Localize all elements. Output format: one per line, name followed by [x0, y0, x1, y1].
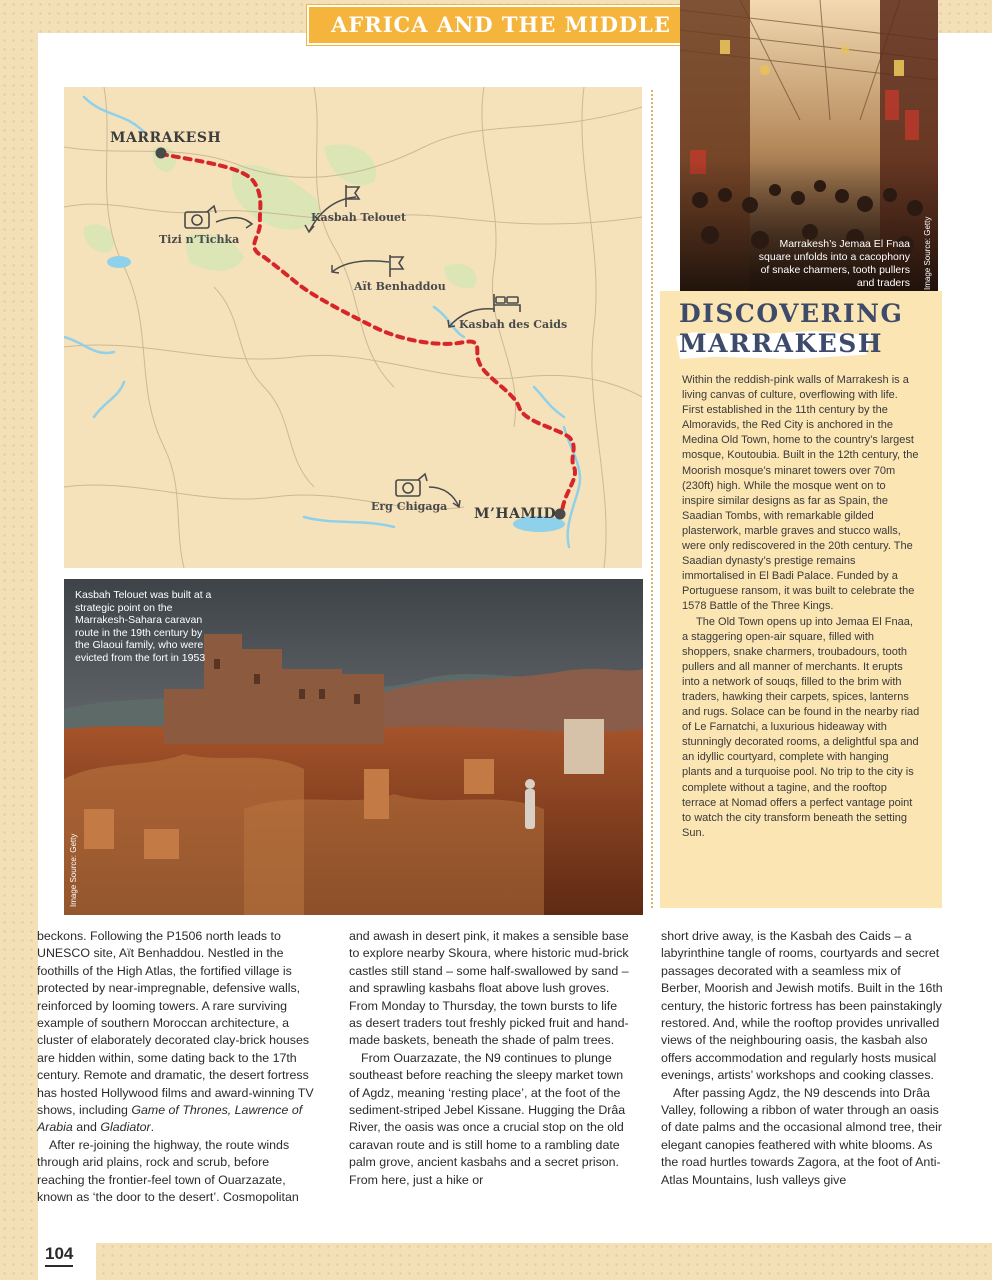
kasbah-photo-caption: Kasbah Telouet was built at a strategic point on the Marrakesh-Sahara caravan route in the 19th century by the Glaoui family, who were evicted from the fort in 1953	[75, 589, 212, 664]
camera-icon	[396, 474, 427, 496]
kasbah-photo	[64, 579, 643, 915]
section-banner: AFRICA AND THE MIDDLE EAST	[307, 5, 695, 45]
souk-photo	[680, 0, 938, 291]
article-text: and	[72, 1120, 101, 1135]
article-title-mention: Game of Thrones, Lawrence of Arabia	[37, 1103, 303, 1135]
souk-photo-credit: Image Source: Getty	[923, 216, 932, 290]
souk-photo-caption: Marrakesh’s Jemaa El Fnaa square unfolds into a cacophony of snake charmers, tooth pullers and traders	[758, 238, 910, 289]
sidebar-body	[682, 373, 920, 841]
article-column-2	[349, 928, 632, 1189]
map-stop-erg-chigaga: Erg Chigaga	[371, 500, 448, 513]
sidebar-title-line1: DISCOVERING	[679, 299, 904, 328]
sidebar-paragraph: The Old Town opens up into Jemaa El Fnaa, a staggering open-air square, filled with shoppers, snake charmers, troubadours, tooth pullers and all manner of merchants. It erupts into a network of souqs, filled to the brim with traders, hawking their carpets, spices, lanterns and rugs. Solace can be found in the nearby riad of Le Farnatchi, a luxurious hideaway with stunningly decorated rooms, a delightful spa and an idyllic courtyard, complete with hanging plants and a turquoise pool. No trip to the city is complete without a tagine, and the rooftop terrace at Nomad offers a perfect vantage point to watch the city transform beneath the setting Sun.	[682, 615, 920, 839]
column-divider	[651, 90, 653, 908]
article-column-1	[37, 928, 320, 1207]
article-paragraph: After re-joining the highway, the route winds through arid plains, rock and scrub, before reaching the frontier-feel town of Ouarzazate, known as ‘the door to the desert’. Cosmopolitan	[37, 1137, 299, 1205]
article-paragraph: short drive away, is the Kasbah des Caids – a labyrinthine tangle of rooms, courtyards and secret passages decorated with a seamless mix of Berber, Moorish and Jewish motifs. Built in the 16th century, the historic fortress has been painstakingly restored. And, while the rooftop provides unrivalled views of the neighbouring oasis, the kasbah also offers accommodation and regularly hosts musical evenings, artists’ workshops and cooking classes.	[661, 929, 943, 1083]
article-paragraph	[37, 928, 320, 1137]
route-map	[64, 87, 642, 568]
article-paragraph: From Ouarzazate, the N9 continues to plunge southeast before reaching the sleepy market town of Agdz, meaning ‘resting place’, at the foot of the sediment-striped Jebel Kissane. Hugging the Drâa River, the oasis was once a crucial stop on the old caravan route and is still home to a rambling date palm grove, ancient kasbahs and a secret prison. From here, just a hike or	[349, 1050, 626, 1187]
map-stop-caids: Kasbah des Caids	[459, 318, 568, 331]
kasbah-photo-credit: Image Source: Getty	[69, 833, 78, 907]
article-title-mention: Gladiator	[100, 1120, 151, 1135]
map-stop-benhaddou: Aït Benhaddou	[354, 280, 446, 293]
flag-icon	[346, 185, 403, 277]
map-city-mhamid: M’HAMID	[474, 506, 557, 522]
sidebar-paragraph: Within the reddish-pink walls of Marrakesh is a living canvas of culture, overflowing with life. First established in the 11th century by the Almoravids, the Red City is anchored in the Medina Old Town, home to the country’s largest mosque, Koutoubia. Built in the 12th century, the Moorish mosque’s minaret towers over 70m (230ft) high. While the mosque went on to inspire similar designs as far as Spain, the Saadian Tombs, with remarkable gilded plasterwork, marble graves and stucco walls, were only rediscovered in the 20th century. The Saadian dynasty’s prestige remains immortalised in El Badi Palace. Funded by a Portuguese ransom, it was built to celebrate the 1578 Battle of the Three Kings.	[682, 374, 919, 613]
article-column-3	[661, 928, 944, 1189]
bed-icon	[494, 294, 520, 312]
camera-icon	[185, 206, 216, 228]
sidebar-title-line2: MARRAKESH	[679, 329, 883, 358]
map-city-marrakesh: MARRAKESH	[110, 130, 222, 146]
page-number: 104	[45, 1244, 73, 1267]
map-stop-tizi: Tizi n’Tichka	[159, 233, 240, 246]
sidebar-title	[679, 299, 904, 359]
sidebar-box	[660, 291, 942, 908]
article-text: beckons. Following the P1506 north leads to UNESCO site, Aït Benhaddou. Nestled in the foothills of the High Atlas, the fortified village is protected by near-impregnable, defensive walls, reinforced by looming towers. A rare surviving example of southern Moroccan architecture, a cluster of elaborately decorated clay-brick houses are hidden within, some dating back to the 17th century. Remote and dramatic, the desert fortress has hosted Hollywood films and award-winning TV shows, including	[37, 929, 314, 1118]
article-text: .	[150, 1120, 155, 1135]
article-paragraph: and awash in desert pink, it makes a sensible base to explore nearby Skoura, where historic mud-brick castles still stand – some half-swallowed by sand – and sprawling kasbahs float above lush groves. From Monday to Thursday, the town bursts to life as desert traders tout freshly picked fruit and hand-made baskets, beneath the shade of palm trees.	[349, 929, 629, 1048]
article-paragraph: After passing Agdz, the N9 descends into Drâa Valley, following a ribbon of water through an oasis of date palms and the occasional almond tree, their elegant canopies feathered with white blooms. As the road hurtles towards Zagora, at the foot of Anti-Atlas Mountains, lush valleys give	[661, 1085, 943, 1187]
map-stop-telouet: Kasbah Telouet	[311, 211, 407, 224]
